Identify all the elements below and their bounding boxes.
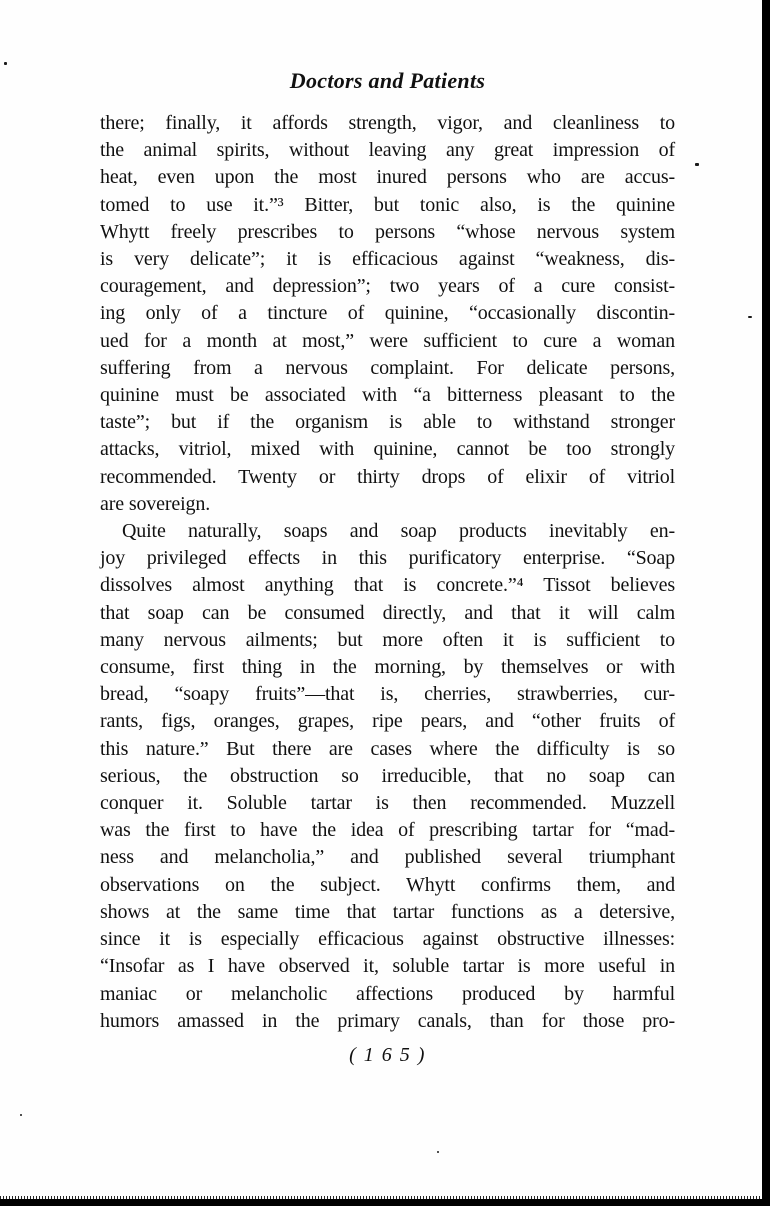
text-line: was the first to have the idea of prescribing tartar for “mad- xyxy=(100,819,675,842)
text-line: that soap can be consumed directly, and that it will calm xyxy=(100,601,675,624)
scan-speck xyxy=(748,316,752,318)
text-line: are sovereign. xyxy=(100,492,211,515)
text-line: tomed to use it.”³ Bitter, but tonic also, is the quinine xyxy=(100,193,675,216)
text-line: Whytt freely prescribes to persons “whose nervous system xyxy=(100,220,675,243)
text-line: Quite naturally, soaps and soap products inevitably en- xyxy=(122,520,675,543)
text-line: couragement, and depression”; two years of a cure consist- xyxy=(100,275,675,298)
text-line: dissolves almost anything that is concrete.”⁴ Tissot believes xyxy=(100,574,675,597)
text-line: there; finally, it affords strength, vigor, and cleanliness to xyxy=(100,112,675,134)
scan-speck xyxy=(20,1114,22,1116)
text-line: humors amassed in the primary canals, than for those pro- xyxy=(100,1009,675,1032)
text-line: ness and melancholia,” and published several triumphant xyxy=(100,846,675,869)
text-line: shows at the same time that tartar functions as a detersive, xyxy=(100,900,675,923)
text-line: this nature.” But there are cases where the difficulty is so xyxy=(100,737,675,760)
text-line: quinine must be associated with “a bitterness pleasant to the xyxy=(100,384,675,407)
text-line: “Insofar as I have observed it, soluble tartar is more useful in xyxy=(100,955,675,978)
text-line: observations on the subject. Whytt confirms them, and xyxy=(100,873,675,896)
text-line: recommended. Twenty or thirty drops of elixir of vitriol xyxy=(100,465,675,488)
text-line: many nervous ailments; but more often it is sufficient to xyxy=(100,628,675,651)
scan-speck xyxy=(4,62,7,65)
text-line: is very delicate”; it is efficacious against “weakness, dis- xyxy=(100,248,675,271)
text-line: taste”; but if the organism is able to withstand stronger xyxy=(100,411,675,434)
running-header: Doctors and Patients xyxy=(289,68,486,93)
text-line: ing only of a tincture of quinine, “occasionally discontin- xyxy=(100,302,675,325)
text-line: suffering from a nervous complaint. For delicate persons, xyxy=(100,356,675,379)
text-line: serious, the obstruction so irreducible, that no soap can xyxy=(100,764,675,787)
text-line: bread, “soapy fruits”—that is, cherries, strawberries, cur- xyxy=(100,683,675,706)
text-line: maniac or melancholic affections produced by harmful xyxy=(100,982,675,1005)
text-line: ued for a month at most,” were sufficient to cure a woman xyxy=(100,329,675,352)
text-line: heat, even upon the most inured persons who are accus- xyxy=(100,166,675,189)
text-line: since it is especially efficacious against obstructive illnesses: xyxy=(100,928,675,951)
scan-bottom-edge xyxy=(0,1199,770,1206)
scan-right-edge xyxy=(762,0,770,1206)
text-line: conquer it. Soluble tartar is then recommended. Muzzell xyxy=(100,792,675,815)
text-line: rants, figs, oranges, grapes, ripe pears, and “other fruits of xyxy=(100,710,675,733)
scan-speck xyxy=(437,1151,439,1153)
text-line: joy privileged effects in this purificatory enterprise. “Soap xyxy=(100,547,675,570)
text-line: consume, first thing in the morning, by themselves or with xyxy=(100,656,675,679)
page-number: ( 1 6 5 ) xyxy=(349,1044,426,1066)
body-text xyxy=(100,110,675,1035)
text-line: attacks, vitriol, mixed with quinine, cannot be too strongly xyxy=(100,438,675,461)
scan-speck xyxy=(695,163,699,166)
text-line: the animal spirits, without leaving any great impression of xyxy=(100,139,675,162)
